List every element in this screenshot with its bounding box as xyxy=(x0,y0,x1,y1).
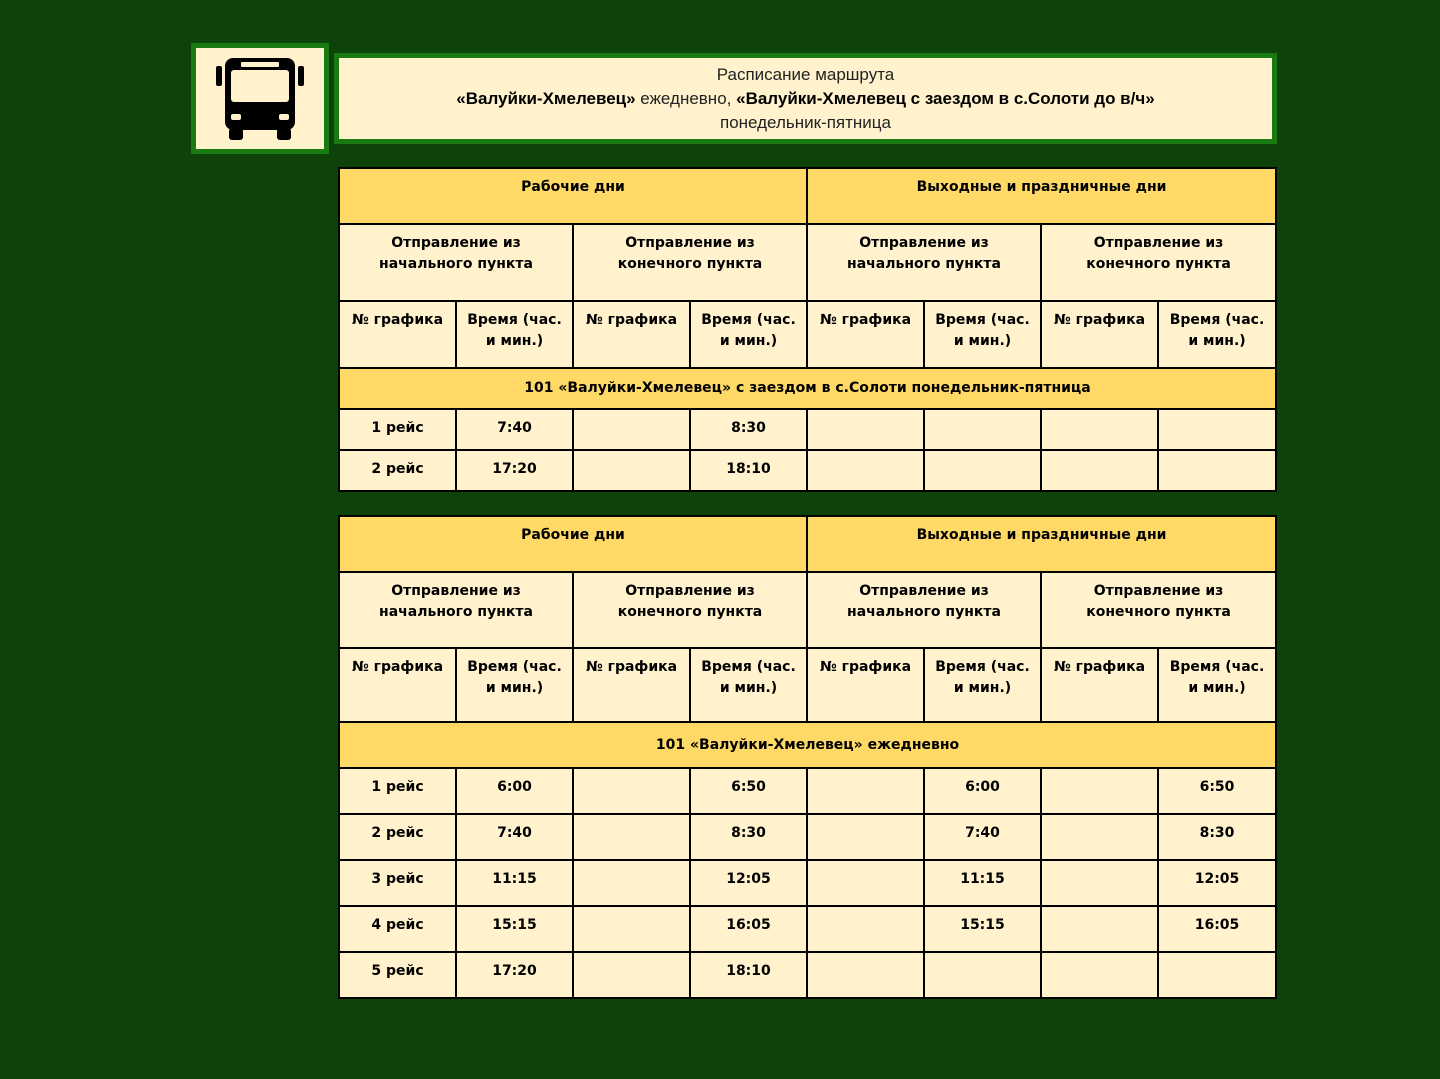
weekends-departure-start: Отправление из начального пункта xyxy=(807,572,1041,648)
time-cell xyxy=(1158,450,1276,491)
schedule-cell xyxy=(1041,450,1158,491)
schedule-cell xyxy=(573,409,690,450)
table-row xyxy=(339,409,1276,450)
time-cell: 15:15 xyxy=(924,906,1041,952)
time-cell: 16:05 xyxy=(1158,906,1276,952)
time-cell: 18:10 xyxy=(690,952,807,998)
schedule-cell xyxy=(573,952,690,998)
title-panel xyxy=(339,58,1272,139)
time-cell: 7:40 xyxy=(456,409,573,450)
schedule-cell xyxy=(1041,814,1158,860)
time-header: Время (час. и мин.) xyxy=(690,301,807,368)
trip-label: 2 рейс xyxy=(339,450,456,491)
time-cell xyxy=(1158,409,1276,450)
route-b-name: «Валуйки-Хмелевец с заездом в с.Солоти до в/ч» xyxy=(736,88,1155,108)
workdays-header: Рабочие дни xyxy=(339,168,807,224)
schedule-cell xyxy=(807,814,924,860)
table-row xyxy=(339,860,1276,906)
time-cell: 11:15 xyxy=(924,860,1041,906)
weekends-departure-start: Отправление из начального пункта xyxy=(807,224,1041,301)
time-header: Время (час. и мин.) xyxy=(690,648,807,722)
weekends-header: Выходные и праздничные дни xyxy=(807,168,1276,224)
schedule-cell xyxy=(807,906,924,952)
schedule-no-header: № графика xyxy=(1041,301,1158,368)
daily-label: ежедневно, xyxy=(635,88,737,108)
schedule-cell xyxy=(573,906,690,952)
time-cell: 15:15 xyxy=(456,906,573,952)
trip-label: 5 рейс xyxy=(339,952,456,998)
time-cell: 18:10 xyxy=(690,450,807,491)
schedule-cell xyxy=(807,860,924,906)
workdays-departure-start: Отправление из начального пункта xyxy=(339,224,573,301)
title-line-1: Расписание маршрута xyxy=(716,64,895,84)
weekends-departure-end: Отправление из конечного пункта xyxy=(1041,572,1276,648)
time-cell: 8:30 xyxy=(690,409,807,450)
schedule-no-header: № графика xyxy=(573,301,690,368)
bus-icon xyxy=(215,56,305,142)
schedule-no-header: № графика xyxy=(807,301,924,368)
time-cell: 6:50 xyxy=(1158,768,1276,814)
time-header: Время (час. и мин.) xyxy=(924,648,1041,722)
schedule-cell xyxy=(573,450,690,491)
title-frame xyxy=(334,53,1277,144)
schedule-cell xyxy=(807,952,924,998)
time-cell: 12:05 xyxy=(690,860,807,906)
schedule-cell xyxy=(573,768,690,814)
table-row xyxy=(339,814,1276,860)
table-row xyxy=(339,768,1276,814)
time-cell: 17:20 xyxy=(456,952,573,998)
trip-label: 2 рейс xyxy=(339,814,456,860)
schedule-no-header: № графика xyxy=(573,648,690,722)
schedule-no-header: № графика xyxy=(807,648,924,722)
schedule-no-header: № графика xyxy=(339,301,456,368)
route-title: 101 «Валуйки-Хмелевец» с заездом в с.Солоти понедельник-пятница xyxy=(339,368,1276,409)
time-cell: 17:20 xyxy=(456,450,573,491)
workdays-departure-end: Отправление из конечного пункта xyxy=(573,572,807,648)
trip-label: 1 рейс xyxy=(339,768,456,814)
schedule-cell xyxy=(807,409,924,450)
schedule-cell xyxy=(1041,409,1158,450)
weekends-departure-end: Отправление из конечного пункта xyxy=(1041,224,1276,301)
route-title: 101 «Валуйки-Хмелевец» ежедневно xyxy=(339,722,1276,768)
schedule-cell xyxy=(1041,768,1158,814)
time-header: Время (час. и мин.) xyxy=(1158,648,1276,722)
time-header: Время (час. и мин.) xyxy=(924,301,1041,368)
time-cell: 6:00 xyxy=(924,768,1041,814)
time-cell: 11:15 xyxy=(456,860,573,906)
workdays-departure-start: Отправление из начального пункта xyxy=(339,572,573,648)
time-header: Время (час. и мин.) xyxy=(456,648,573,722)
schedule-table-2 xyxy=(338,515,1277,999)
title-line-2 xyxy=(456,87,1154,111)
time-cell: 8:30 xyxy=(1158,814,1276,860)
table-row xyxy=(339,450,1276,491)
schedule-cell xyxy=(1041,906,1158,952)
bus-logo-frame xyxy=(191,43,329,154)
time-cell: 8:30 xyxy=(690,814,807,860)
weekends-header: Выходные и праздничные дни xyxy=(807,516,1276,572)
schedule-cell xyxy=(807,768,924,814)
schedule-cell xyxy=(573,860,690,906)
bus-logo xyxy=(196,48,324,149)
time-cell: 7:40 xyxy=(924,814,1041,860)
trip-label: 3 рейс xyxy=(339,860,456,906)
time-cell: 12:05 xyxy=(1158,860,1276,906)
title-line-3: понедельник-пятница xyxy=(720,112,891,132)
time-header: Время (час. и мин.) xyxy=(1158,301,1276,368)
time-cell xyxy=(924,450,1041,491)
schedule-no-header: № графика xyxy=(339,648,456,722)
time-cell: 6:00 xyxy=(456,768,573,814)
table-row xyxy=(339,906,1276,952)
time-cell xyxy=(1158,952,1276,998)
trip-label: 1 рейс xyxy=(339,409,456,450)
time-cell: 16:05 xyxy=(690,906,807,952)
schedule-cell xyxy=(807,450,924,491)
time-cell: 7:40 xyxy=(456,814,573,860)
route-a-name: «Валуйки-Хмелевец» xyxy=(456,88,636,108)
schedule-cell xyxy=(1041,952,1158,998)
workdays-header: Рабочие дни xyxy=(339,516,807,572)
time-cell: 6:50 xyxy=(690,768,807,814)
schedule-cell xyxy=(1041,860,1158,906)
time-cell xyxy=(924,952,1041,998)
schedule-cell xyxy=(573,814,690,860)
schedule-table-1 xyxy=(338,167,1277,492)
time-header: Время (час. и мин.) xyxy=(456,301,573,368)
trip-label: 4 рейс xyxy=(339,906,456,952)
time-cell xyxy=(924,409,1041,450)
workdays-departure-end: Отправление из конечного пункта xyxy=(573,224,807,301)
schedule-no-header: № графика xyxy=(1041,648,1158,722)
table-row xyxy=(339,952,1276,998)
